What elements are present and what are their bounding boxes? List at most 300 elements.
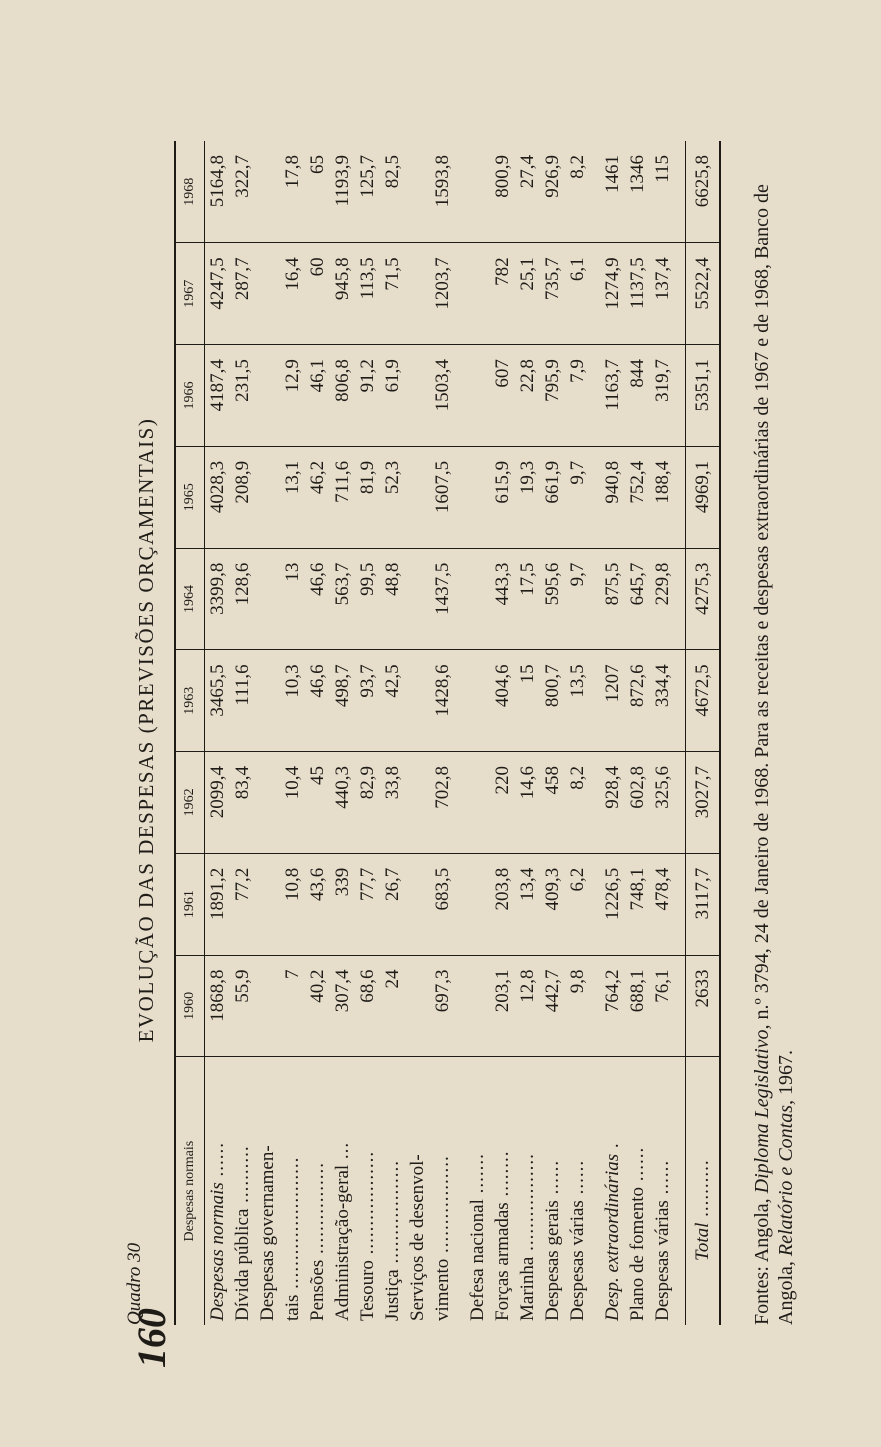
value-cell: 458 — [540, 752, 565, 854]
value-cell: 711,6 — [330, 446, 355, 548]
spacer-row — [455, 141, 465, 1325]
row-label: Dívida pública — [232, 1208, 253, 1321]
value-cell — [405, 345, 430, 447]
row-label: Marinha — [517, 1256, 538, 1321]
value-cell — [255, 853, 280, 955]
value-cell: 800,7 — [540, 650, 565, 752]
value-cell — [255, 446, 280, 548]
spacer-cell — [590, 548, 600, 650]
value-cell: 188,4 — [650, 446, 675, 548]
value-cell: 113,5 — [355, 243, 380, 345]
row-label: Total — [692, 1222, 713, 1261]
value-cell: 13 — [280, 548, 305, 650]
table-row — [465, 141, 490, 1325]
value-cell: 1503,4 — [430, 345, 455, 447]
table-row — [380, 141, 405, 1325]
value-cell: 8,2 — [565, 752, 590, 854]
spacer-cell — [590, 752, 600, 854]
value-cell: 42,5 — [380, 650, 405, 752]
spacer-cell — [675, 141, 686, 243]
value-cell: 46,1 — [305, 345, 330, 447]
row-label: vimento — [432, 1258, 453, 1321]
value-cell: 752,4 — [625, 446, 650, 548]
spacer-cell — [455, 650, 465, 752]
value-cell: 661,9 — [540, 446, 565, 548]
value-cell — [255, 650, 280, 752]
value-cell: 928,4 — [600, 752, 625, 854]
expenses-table — [174, 141, 721, 1325]
table-title: EVOLUÇÃO DAS DESPESAS (PREVISÕES ORÇAMENTAIS) — [134, 417, 158, 1043]
value-cell: 22,8 — [515, 345, 540, 447]
value-cell: 125,7 — [355, 141, 380, 243]
value-cell: 1346 — [625, 141, 650, 243]
header-row — [175, 141, 205, 1325]
spacer-cell — [590, 141, 600, 243]
value-cell: 12,9 — [280, 345, 305, 447]
value-cell: 615,9 — [490, 446, 515, 548]
table-row — [565, 141, 590, 1325]
value-cell: 8,2 — [565, 141, 590, 243]
spacer-cell — [590, 243, 600, 345]
value-cell: 17,5 — [515, 548, 540, 650]
spacer-cell — [590, 650, 600, 752]
value-cell: 9,7 — [565, 446, 590, 548]
value-cell — [465, 853, 490, 955]
spacer-cell — [675, 650, 686, 752]
value-cell: 17,8 — [280, 141, 305, 243]
value-cell: 26,7 — [380, 853, 405, 955]
row-label-cell — [230, 1057, 255, 1325]
row-leader-dots: ...... — [627, 1146, 648, 1187]
value-cell: 83,4 — [230, 752, 255, 854]
value-cell: 748,1 — [625, 853, 650, 955]
row-label-cell — [355, 1057, 380, 1325]
value-cell: 137,4 — [650, 243, 675, 345]
value-cell: 339 — [330, 853, 355, 955]
value-cell: 91,2 — [355, 345, 380, 447]
value-cell: 13,5 — [565, 650, 590, 752]
spacer-cell — [675, 853, 686, 955]
value-cell: 10,3 — [280, 650, 305, 752]
value-cell: 322,7 — [230, 141, 255, 243]
value-cell: 645,7 — [625, 548, 650, 650]
value-cell: 1593,8 — [430, 141, 455, 243]
spacer-cell — [675, 446, 686, 548]
value-cell: 1891,2 — [205, 853, 231, 955]
value-cell: 68,6 — [355, 955, 380, 1057]
value-cell: 498,7 — [330, 650, 355, 752]
row-label-cell — [205, 1057, 231, 1325]
value-cell: 5164,8 — [205, 141, 231, 243]
table-row — [600, 141, 625, 1325]
value-cell — [255, 345, 280, 447]
row-leader-dots: ....... — [467, 1153, 488, 1200]
value-cell: 940,8 — [600, 446, 625, 548]
value-cell: 688,1 — [625, 955, 650, 1057]
value-cell: 10,4 — [280, 752, 305, 854]
value-cell: 1274,9 — [600, 243, 625, 345]
row-leader-dots: ...... — [567, 1159, 588, 1201]
value-cell — [255, 548, 280, 650]
row-label: Despesas governamen- — [257, 1145, 278, 1321]
row-label: Despesas normais — [207, 1182, 228, 1321]
row-label-cell — [380, 1057, 405, 1325]
table-row — [280, 141, 305, 1325]
value-cell: 945,8 — [330, 243, 355, 345]
value-cell: 307,4 — [330, 955, 355, 1057]
value-cell: 287,7 — [230, 243, 255, 345]
value-cell: 3027,7 — [686, 752, 721, 854]
value-cell — [255, 752, 280, 854]
value-cell: 99,5 — [355, 548, 380, 650]
value-cell: 1461 — [600, 141, 625, 243]
spacer-cell — [455, 446, 465, 548]
value-cell: 16,4 — [280, 243, 305, 345]
spacer-cell — [455, 345, 465, 447]
value-cell: 6,1 — [565, 243, 590, 345]
value-cell: 76,1 — [650, 955, 675, 1057]
value-cell: 795,9 — [540, 345, 565, 447]
value-cell: 55,9 — [230, 955, 255, 1057]
value-cell: 4672,5 — [686, 650, 721, 752]
value-cell — [405, 446, 430, 548]
row-label: Desp. extraordinárias — [602, 1153, 623, 1321]
value-cell: 93,7 — [355, 650, 380, 752]
spacer-cell — [455, 955, 465, 1057]
value-cell: 1163,7 — [600, 345, 625, 447]
row-label-cell — [540, 1057, 565, 1325]
spacer-cell — [590, 446, 600, 548]
table-row — [540, 141, 565, 1325]
value-cell: 46,6 — [305, 650, 330, 752]
value-cell: 13,4 — [515, 853, 540, 955]
value-cell: 1437,5 — [430, 548, 455, 650]
table-row — [490, 141, 515, 1325]
table-row — [355, 141, 380, 1325]
value-cell — [405, 853, 430, 955]
row-label: Despesas várias — [652, 1200, 673, 1321]
value-cell: 4028,3 — [205, 446, 231, 548]
value-cell: 24 — [380, 955, 405, 1057]
spacer-cell — [675, 752, 686, 854]
spacer-cell — [455, 1057, 465, 1325]
value-cell: 220 — [490, 752, 515, 854]
value-cell: 27,4 — [515, 141, 540, 243]
value-cell: 7,9 — [565, 345, 590, 447]
value-cell: 782 — [490, 243, 515, 345]
year-header: 1964 — [175, 548, 205, 650]
sources-lead: Fontes: Angola, — [751, 1198, 773, 1325]
value-cell: 111,6 — [230, 650, 255, 752]
table-row — [430, 141, 455, 1325]
year-header: 1966 — [175, 345, 205, 447]
sources-end: 1967. — [775, 1050, 797, 1095]
row-label-cell — [330, 1057, 355, 1325]
row-label-cell — [430, 1057, 455, 1325]
value-cell — [465, 446, 490, 548]
value-cell — [405, 752, 430, 854]
row-label-cell — [280, 1057, 305, 1325]
value-cell: 208,9 — [230, 446, 255, 548]
value-cell — [465, 141, 490, 243]
value-cell: 6,2 — [565, 853, 590, 955]
value-cell: 3399,8 — [205, 548, 231, 650]
value-cell: 46,2 — [305, 446, 330, 548]
value-cell: 9,8 — [565, 955, 590, 1057]
value-cell: 77,2 — [230, 853, 255, 955]
value-cell: 14,6 — [515, 752, 540, 854]
spacer-cell — [590, 1057, 600, 1325]
spacer-cell — [675, 345, 686, 447]
value-cell: 5351,1 — [686, 345, 721, 447]
value-cell: 440,3 — [330, 752, 355, 854]
value-cell — [405, 650, 430, 752]
year-header: 1962 — [175, 752, 205, 854]
value-cell: 1868,8 — [205, 955, 231, 1057]
sources-diploma: Diploma Legislativo, — [751, 1024, 773, 1194]
sources-mid: n.º 3794, 24 de Janeiro de 1968. Para as receitas e despesas extraordinárias de 1967 e de 1968, Banco de Angola, — [751, 184, 797, 1325]
value-cell: 52,3 — [380, 446, 405, 548]
row-leader-dots: ... — [332, 1141, 353, 1165]
value-cell: 1607,5 — [430, 446, 455, 548]
value-cell: 4247,5 — [205, 243, 231, 345]
value-cell: 40,2 — [305, 955, 330, 1057]
value-cell — [465, 548, 490, 650]
table-row — [305, 141, 330, 1325]
value-cell: 683,5 — [430, 853, 455, 955]
value-cell: 48,8 — [380, 548, 405, 650]
value-cell: 334,4 — [650, 650, 675, 752]
caption — [110, 135, 160, 1325]
value-cell — [465, 345, 490, 447]
value-cell — [255, 955, 280, 1057]
value-cell: 7 — [280, 955, 305, 1057]
value-cell — [465, 752, 490, 854]
row-label-cell — [515, 1057, 540, 1325]
row-leader-dots: . — [602, 1142, 623, 1154]
table-row — [650, 141, 675, 1325]
year-header: 1968 — [175, 141, 205, 243]
row-label: Tesouro — [357, 1260, 378, 1321]
spacer-cell — [455, 141, 465, 243]
value-cell: 6625,8 — [686, 141, 721, 243]
value-cell: 203,1 — [490, 955, 515, 1057]
value-cell — [405, 141, 430, 243]
value-cell — [405, 548, 430, 650]
value-cell: 1428,6 — [430, 650, 455, 752]
row-leader-dots: .................. — [357, 1150, 378, 1261]
value-cell: 872,6 — [625, 650, 650, 752]
value-cell: 60 — [305, 243, 330, 345]
value-cell: 5522,4 — [686, 243, 721, 345]
row-label-cell — [255, 1057, 280, 1325]
value-cell: 806,8 — [330, 345, 355, 447]
value-cell: 1226,5 — [600, 853, 625, 955]
table-row — [625, 141, 650, 1325]
value-cell — [405, 243, 430, 345]
value-cell: 442,7 — [540, 955, 565, 1057]
value-cell: 71,5 — [380, 243, 405, 345]
value-cell: 77,7 — [355, 853, 380, 955]
row-leader-dots: ...... — [207, 1141, 228, 1183]
value-cell: 1207 — [600, 650, 625, 752]
row-label-cell — [490, 1057, 515, 1325]
value-cell: 319,7 — [650, 345, 675, 447]
value-cell: 128,6 — [230, 548, 255, 650]
value-cell: 65 — [305, 141, 330, 243]
spacer-cell — [590, 853, 600, 955]
row-leader-dots: ...... — [652, 1159, 673, 1201]
value-cell: 45 — [305, 752, 330, 854]
row-label: Pensões — [307, 1259, 328, 1321]
table-row — [230, 141, 255, 1325]
value-cell: 19,3 — [515, 446, 540, 548]
value-cell: 46,6 — [305, 548, 330, 650]
value-cell: 13,1 — [280, 446, 305, 548]
value-cell: 3117,7 — [686, 853, 721, 955]
row-label-cell — [565, 1057, 590, 1325]
value-cell: 607 — [490, 345, 515, 447]
row-leader-dots: ....................... — [282, 1156, 303, 1295]
spacer-cell — [590, 955, 600, 1057]
row-label: tais — [282, 1294, 303, 1321]
row-leader-dots: ................ — [307, 1162, 328, 1260]
page-number: 160 — [129, 1308, 174, 1368]
row-label: Despesas gerais — [542, 1200, 563, 1321]
value-cell: 2633 — [686, 955, 721, 1057]
row-label: Defesa nacional — [467, 1199, 488, 1321]
value-cell: 15 — [515, 650, 540, 752]
row-leader-dots: ...... — [542, 1159, 563, 1201]
row-label: Serviços de desenvol- — [407, 1154, 428, 1321]
value-cell: 844 — [625, 345, 650, 447]
value-cell: 10,8 — [280, 853, 305, 955]
year-header: 1960 — [175, 955, 205, 1057]
value-cell: 231,5 — [230, 345, 255, 447]
row-leader-dots: ........ — [492, 1150, 513, 1203]
spacer-cell — [455, 243, 465, 345]
value-cell: 563,7 — [330, 548, 355, 650]
value-cell: 61,9 — [380, 345, 405, 447]
value-cell: 82,9 — [355, 752, 380, 854]
sources-note — [750, 141, 798, 1325]
value-cell: 735,7 — [540, 243, 565, 345]
row-label-cell — [305, 1057, 330, 1325]
value-cell: 443,3 — [490, 548, 515, 650]
value-cell — [405, 955, 430, 1057]
rotated-table-page — [110, 135, 810, 1325]
value-cell: 409,3 — [540, 853, 565, 955]
spacer-cell — [455, 853, 465, 955]
table-row — [330, 141, 355, 1325]
row-leader-dots: .......... — [692, 1159, 713, 1223]
row-label-cell — [625, 1057, 650, 1325]
value-cell — [465, 650, 490, 752]
value-cell: 1203,7 — [430, 243, 455, 345]
row-label: Forças armadas — [492, 1202, 513, 1321]
value-cell: 2099,4 — [205, 752, 231, 854]
value-cell: 25,1 — [515, 243, 540, 345]
table-row — [255, 141, 280, 1325]
value-cell: 4187,4 — [205, 345, 231, 447]
value-cell: 115 — [650, 141, 675, 243]
value-cell — [465, 243, 490, 345]
value-cell: 33,8 — [380, 752, 405, 854]
value-cell: 702,8 — [430, 752, 455, 854]
row-leader-dots: .................. — [382, 1160, 403, 1270]
value-cell: 229,8 — [650, 548, 675, 650]
spacer-cell — [675, 955, 686, 1057]
spacer-row — [590, 141, 600, 1325]
value-cell: 12,8 — [515, 955, 540, 1057]
row-label: Plano de fomento — [627, 1186, 648, 1321]
value-cell: 1193,9 — [330, 141, 355, 243]
value-cell: 81,9 — [355, 446, 380, 548]
row-label-cell — [465, 1057, 490, 1325]
table-row — [515, 141, 540, 1325]
year-header: 1961 — [175, 853, 205, 955]
row-label-cell — [686, 1057, 721, 1325]
value-cell: 595,6 — [540, 548, 565, 650]
row-leader-dots: .......... — [232, 1145, 253, 1209]
table-row — [205, 141, 231, 1325]
row-label-cell — [650, 1057, 675, 1325]
row-label-cell — [405, 1057, 430, 1325]
value-cell: 1137,5 — [625, 243, 650, 345]
value-cell — [465, 955, 490, 1057]
value-cell: 4969,1 — [686, 446, 721, 548]
value-cell: 875,5 — [600, 548, 625, 650]
value-cell: 602,8 — [625, 752, 650, 854]
quadro-label: Quadro 30 — [124, 1242, 145, 1325]
value-cell: 43,6 — [305, 853, 330, 955]
row-label-cell — [600, 1057, 625, 1325]
row-label: Administração-geral — [332, 1164, 353, 1321]
spacer-cell — [675, 548, 686, 650]
value-cell — [255, 243, 280, 345]
row-leader-dots: ................. — [517, 1153, 538, 1257]
value-cell: 697,3 — [430, 955, 455, 1057]
spacer-cell — [675, 1057, 686, 1325]
value-cell: 800,9 — [490, 141, 515, 243]
table-row — [686, 141, 721, 1325]
spacer-cell — [455, 752, 465, 854]
value-cell: 82,5 — [380, 141, 405, 243]
row-label: Despesas várias — [567, 1200, 588, 1321]
row-leader-dots: ................. — [432, 1155, 453, 1259]
year-header: 1963 — [175, 650, 205, 752]
value-cell: 926,9 — [540, 141, 565, 243]
value-cell: 404,6 — [490, 650, 515, 752]
value-cell: 9,7 — [565, 548, 590, 650]
spacer-cell — [675, 243, 686, 345]
value-cell: 3465,5 — [205, 650, 231, 752]
row-label: Justiça — [382, 1269, 403, 1321]
spacer-cell — [455, 548, 465, 650]
value-cell: 4275,3 — [686, 548, 721, 650]
header-label: Despesas normais — [175, 1057, 205, 1325]
spacer-cell — [590, 345, 600, 447]
value-cell — [255, 141, 280, 243]
value-cell: 764,2 — [600, 955, 625, 1057]
year-header: 1965 — [175, 446, 205, 548]
sources-relatorio: Relatório e Contas, — [775, 1100, 797, 1257]
year-header: 1967 — [175, 243, 205, 345]
value-cell: 478,4 — [650, 853, 675, 955]
value-cell: 203,8 — [490, 853, 515, 955]
value-cell: 325,6 — [650, 752, 675, 854]
spacer-row — [675, 141, 686, 1325]
